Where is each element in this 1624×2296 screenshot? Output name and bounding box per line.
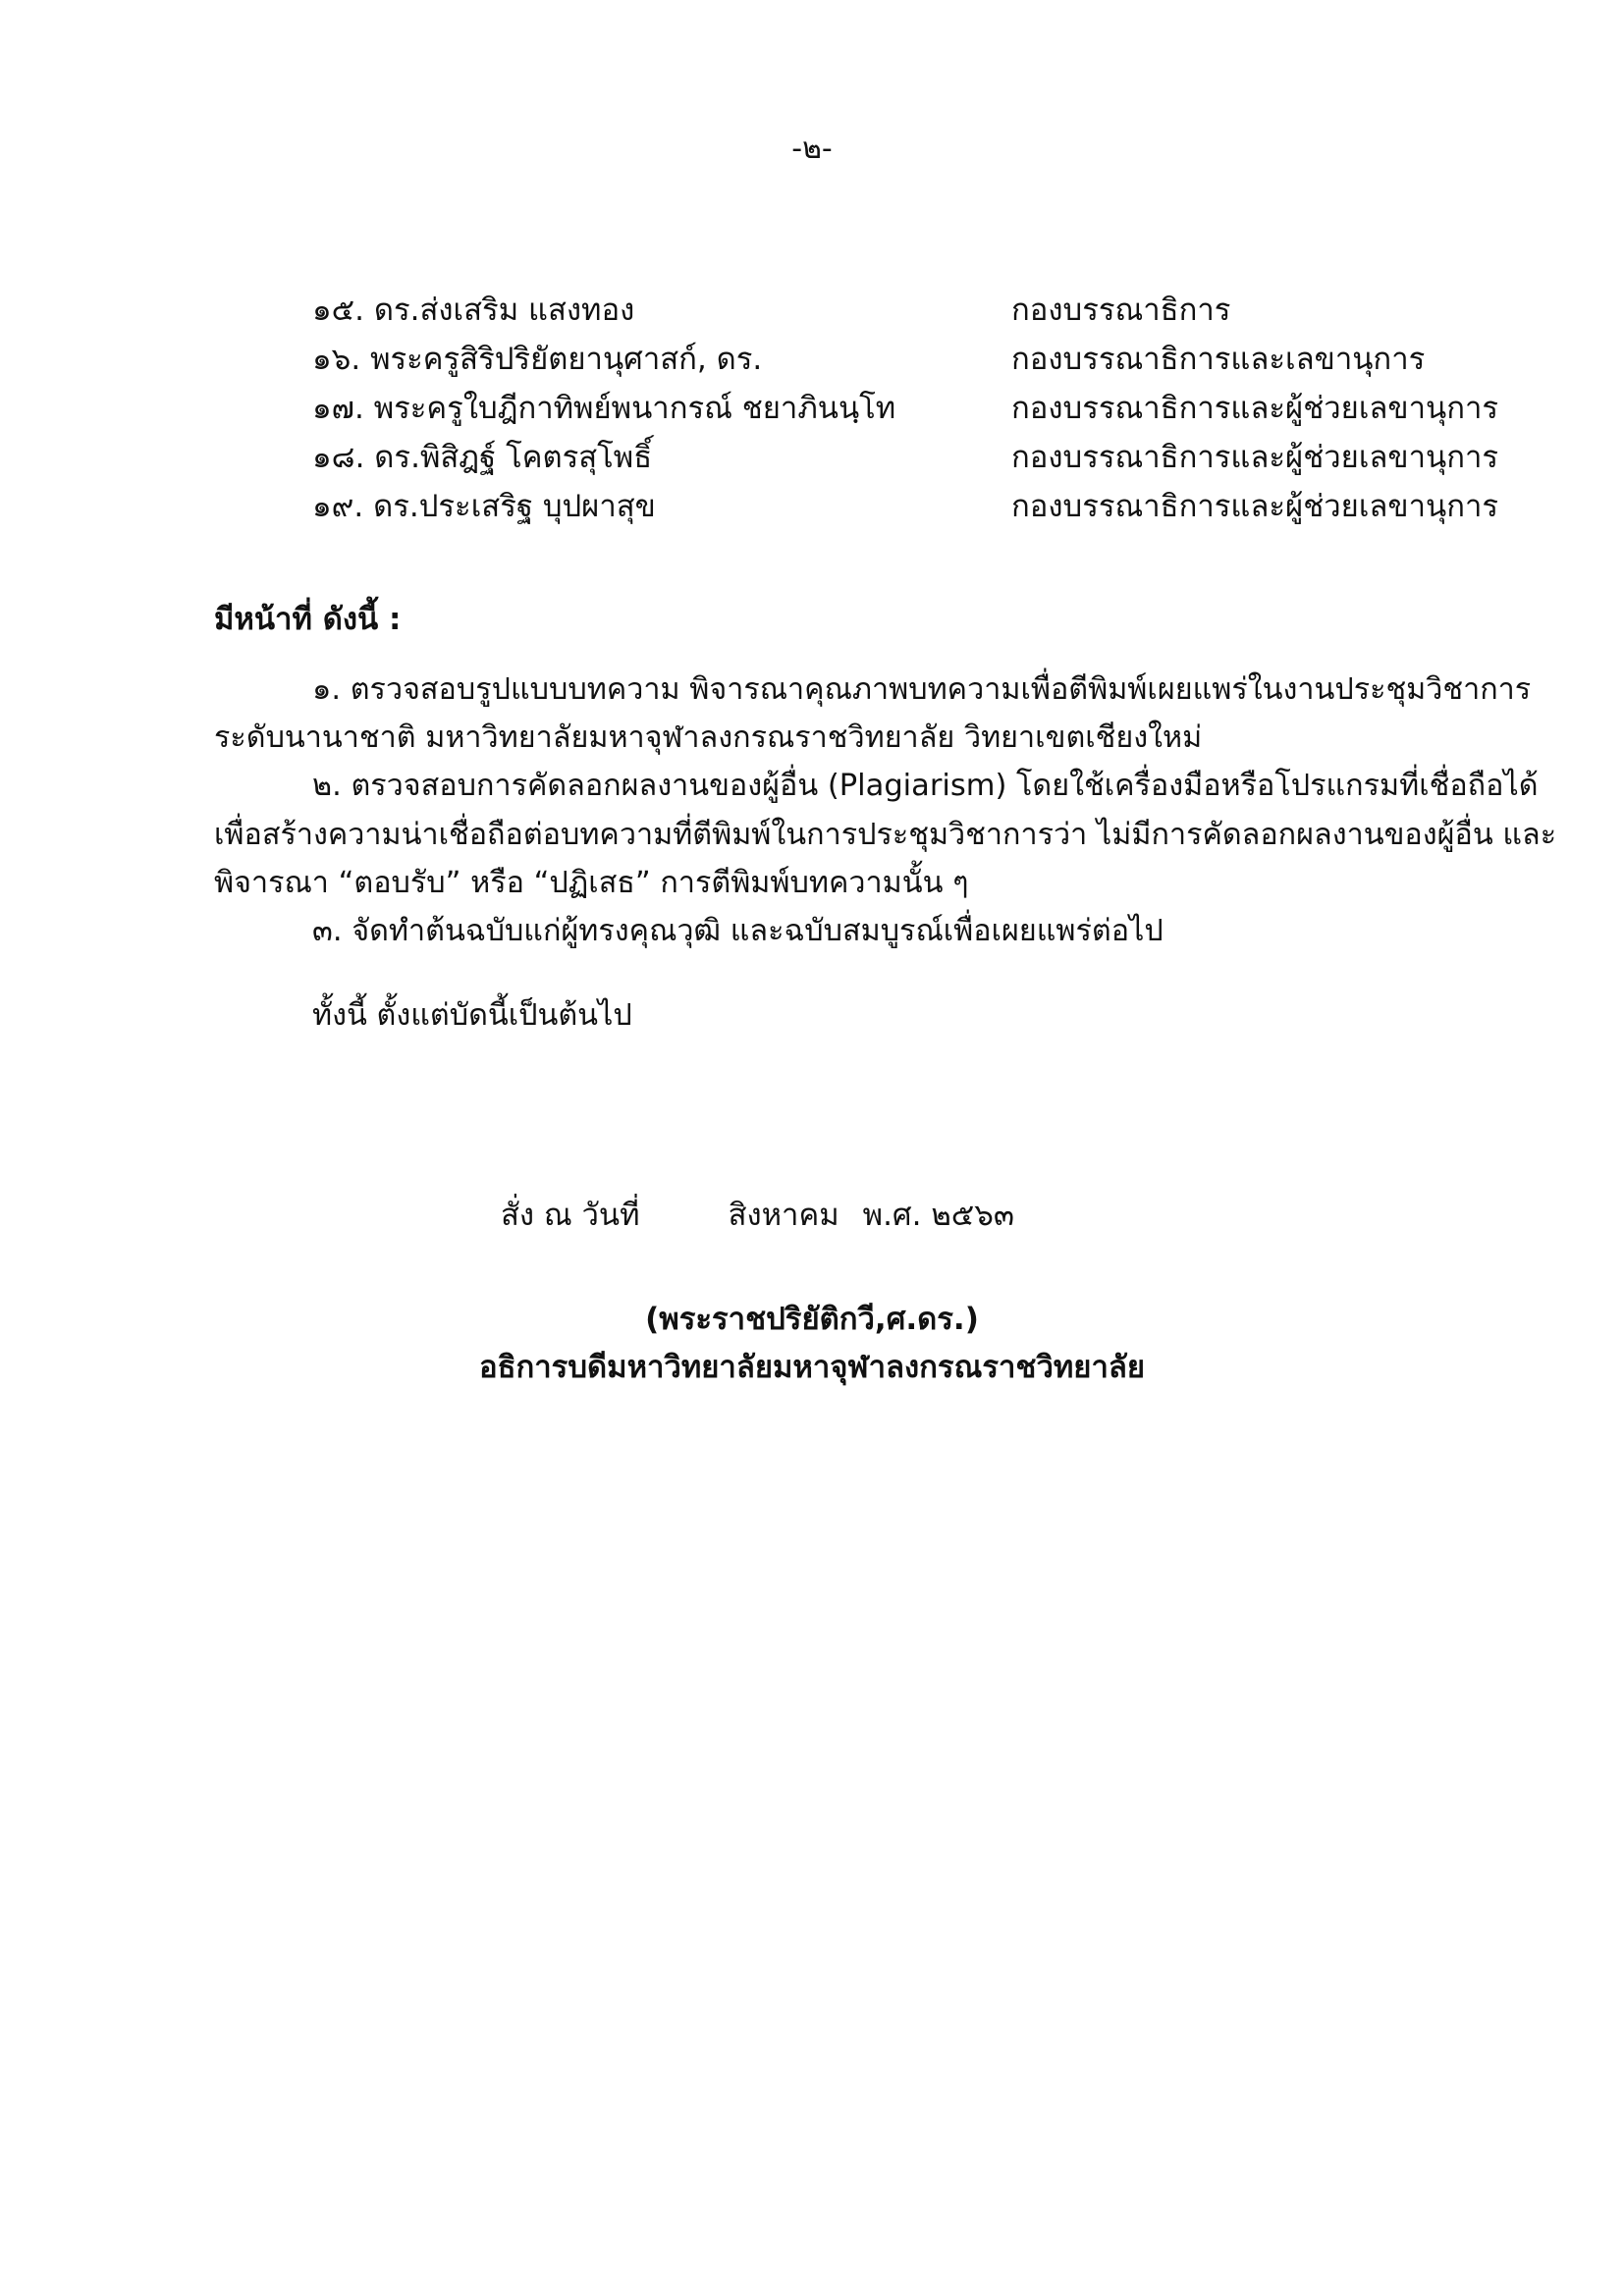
page-number: -๒- (791, 132, 833, 166)
member-name: ๑๗. พระครูใบฎีกาทิพย์พนากรณ์ ชยาภินนฺโท (312, 391, 896, 426)
date-month: สิงหาคม (728, 1198, 839, 1233)
duty-line: พิจารณา “ตอบรับ” หรือ “ปฏิเสธ” การตีพิมพ์บทความนั้น ๆ (214, 866, 969, 900)
date-year: พ.ศ. ๒๕๖๓ (862, 1198, 1015, 1233)
duty-line: ระดับนานาชาติ มหาวิทยาลัยมหาจุฬาลงกรณราชวิทยาลัย วิทยาเขตเชียงใหม่ (214, 721, 1203, 755)
duty-line: ๓. จัดทำต้นฉบับแก่ผู้ทรงคุณวุฒิ และฉบับสมบูรณ์เพื่อเผยแพร่ต่อไป (312, 914, 1164, 948)
duty-line: เพื่อสร้างความน่าเชื่อถือต่อบทความที่ตีพิมพ์ในการประชุมวิชาการว่า ไม่มีการคัดลอกผลงานของผู้อื่น และ (214, 818, 1557, 852)
duty-line: ๒. ตรวจสอบการคัดลอกผลงานของผู้อื่น (Plagiarism) โดยใช้เครื่องมือหรือโปรแกรมที่เชื่อถือได้ (312, 769, 1539, 803)
date-prefix: สั่ง ณ วันที่ (501, 1198, 640, 1233)
signatory-title: อธิการบดีมหาวิทยาลัยมหาจุฬาลงกรณราชวิทยาลัย (478, 1350, 1146, 1385)
effective-statement: ทั้งนี้ ตั้งแต่บัดนี้เป็นต้นไป (312, 998, 632, 1033)
duty-line: ๑. ตรวจสอบรูปแบบบทความ พิจารณาคุณภาพบทความเพื่อตีพิมพ์เผยแพร่ในงานประชุมวิชาการ (312, 672, 1532, 707)
member-name: ๑๘. ดร.พิสิฎฐ์ โคตรสุโพธิ์ (312, 440, 653, 475)
member-role: กองบรรณาธิการและผู้ช่วยเลขานุการ (1011, 391, 1499, 426)
member-role: กองบรรณาธิการ (1011, 293, 1231, 328)
member-name: ๑๙. ดร.ประเสริฐ บุปผาสุข (312, 489, 656, 524)
member-role: กองบรรณาธิการและผู้ช่วยเลขานุการ (1011, 440, 1499, 475)
duties-heading: มีหน้าที่ ดังนี้ : (214, 602, 402, 637)
member-role: กองบรรณาธิการและเลขานุการ (1011, 342, 1426, 377)
order-date (501, 1190, 1014, 1239)
member-name: ๑๕. ดร.ส่งเสริม แสงทอง (312, 293, 635, 328)
member-role: กองบรรณาธิการและผู้ช่วยเลขานุการ (1011, 489, 1499, 524)
signatory-name: (พระราชปริยัติกวี,ศ.ดร.) (645, 1302, 979, 1337)
member-name: ๑๖. พระครูสิริปริยัตยานุศาสก์, ดร. (312, 342, 763, 377)
